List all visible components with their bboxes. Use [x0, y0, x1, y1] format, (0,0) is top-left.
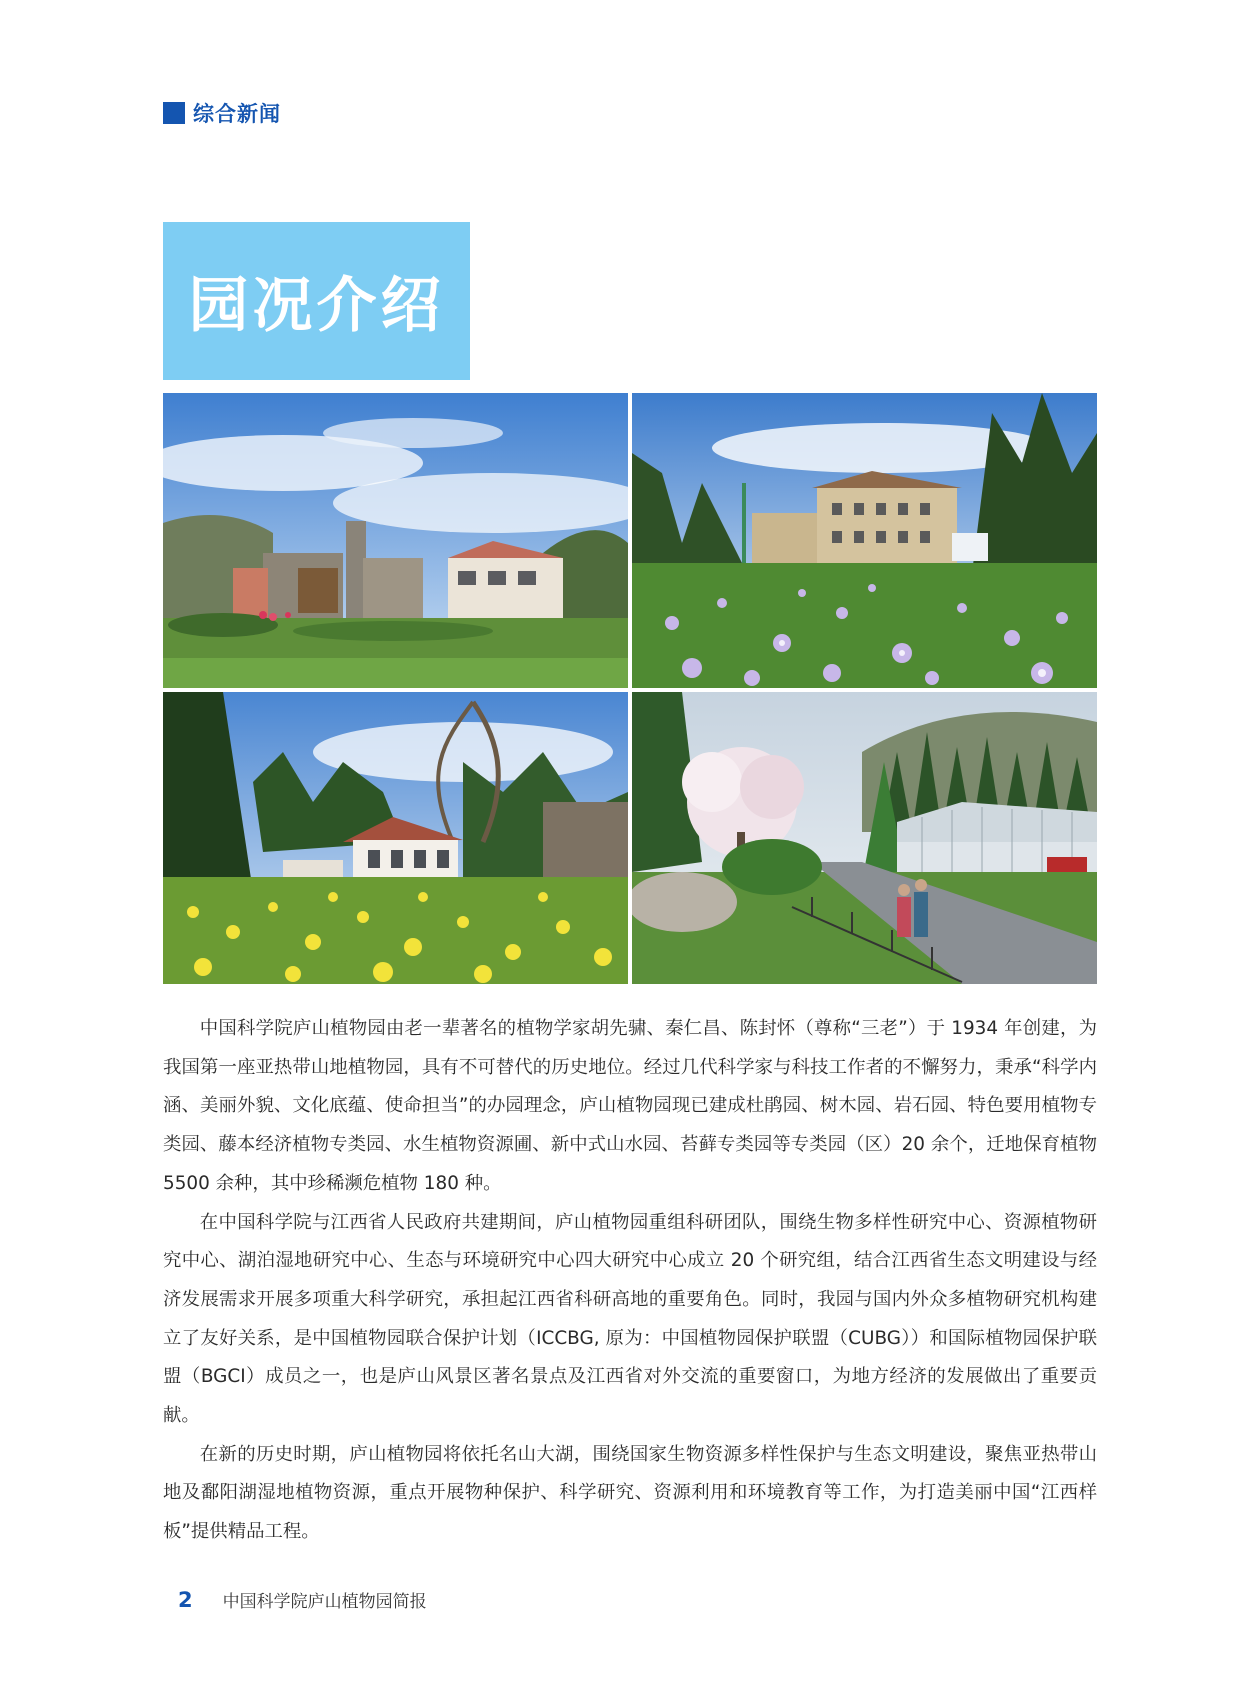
cottage-yellow-flowers-photo: [163, 692, 628, 984]
section-square-icon: [163, 102, 185, 124]
publication-name: 中国科学院庐山植物园简报: [222, 1592, 427, 1612]
title-banner: [163, 222, 470, 380]
hotel-flower-field-photo: [632, 393, 1097, 688]
page-number: 2: [178, 1588, 193, 1612]
article-body: [163, 1010, 1097, 1552]
stone-building-photo: [163, 393, 628, 688]
greenhouse-cherry-blossom-photo: [632, 692, 1097, 984]
page-title: 园况介绍: [188, 271, 445, 341]
section-tag: [163, 98, 281, 128]
page-footer: [178, 1587, 427, 1612]
paragraph: 在新的历史时期，庐山植物园将依托名山大湖，围绕国家生物资源多样性保护与生态文明建设，聚焦亚热带山地及鄱阳湖湿地植物资源，重点开展物种保护、科学研究、资源利用和环境教育等工作，为打造美丽中国“江西样板”提供精品工程。: [163, 1443, 1097, 1543]
section-label: 综合新闻: [193, 102, 281, 126]
paragraph: 中国科学院庐山植物园由老一辈著名的植物学家胡先骕、秦仁昌、陈封怀（尊称“三老”）于 1934 年创建，为我国第一座亚热带山地植物园，具有不可替代的历史地位。经过几代科学家与科技工作者的不懈努力，秉承“科学内涵、美丽外貌、文化底蕴、使命担当”的办园理念，庐山植物园现已建成杜鹃园、树木园、岩石园、特色要用植物专类园、藤本经济植物专类园、水生植物资源圃、新中式山水园、苔藓专类园等专类园（区）20 余个，迁地保育植物 5500 余种，其中珍稀濒危植物 180 种。: [163, 1018, 1097, 1194]
paragraph: 在中国科学院与江西省人民政府共建期间，庐山植物园重组科研团队，围绕生物多样性研究中心、资源植物研究中心、湖泊湿地研究中心、生态与环境研究中心四大研究中心成立 20 个研究组，结合江西省生态文明建设与经济发展需求开展多项重大科学研究，承担起江西省科研高地的重要角色。同时，我园与国内外众多植物研究机构建立了友好关系，是中国植物园联合保护计划（ICCBG, 原为：中国植物园保护联盟（CUBG））和国际植物园保护联盟（BGCI）成员之一，也是庐山风景区著名景点及江西省对外交流的重要窗口，为地方经济的发展做出了重要贡献。: [163, 1211, 1097, 1427]
